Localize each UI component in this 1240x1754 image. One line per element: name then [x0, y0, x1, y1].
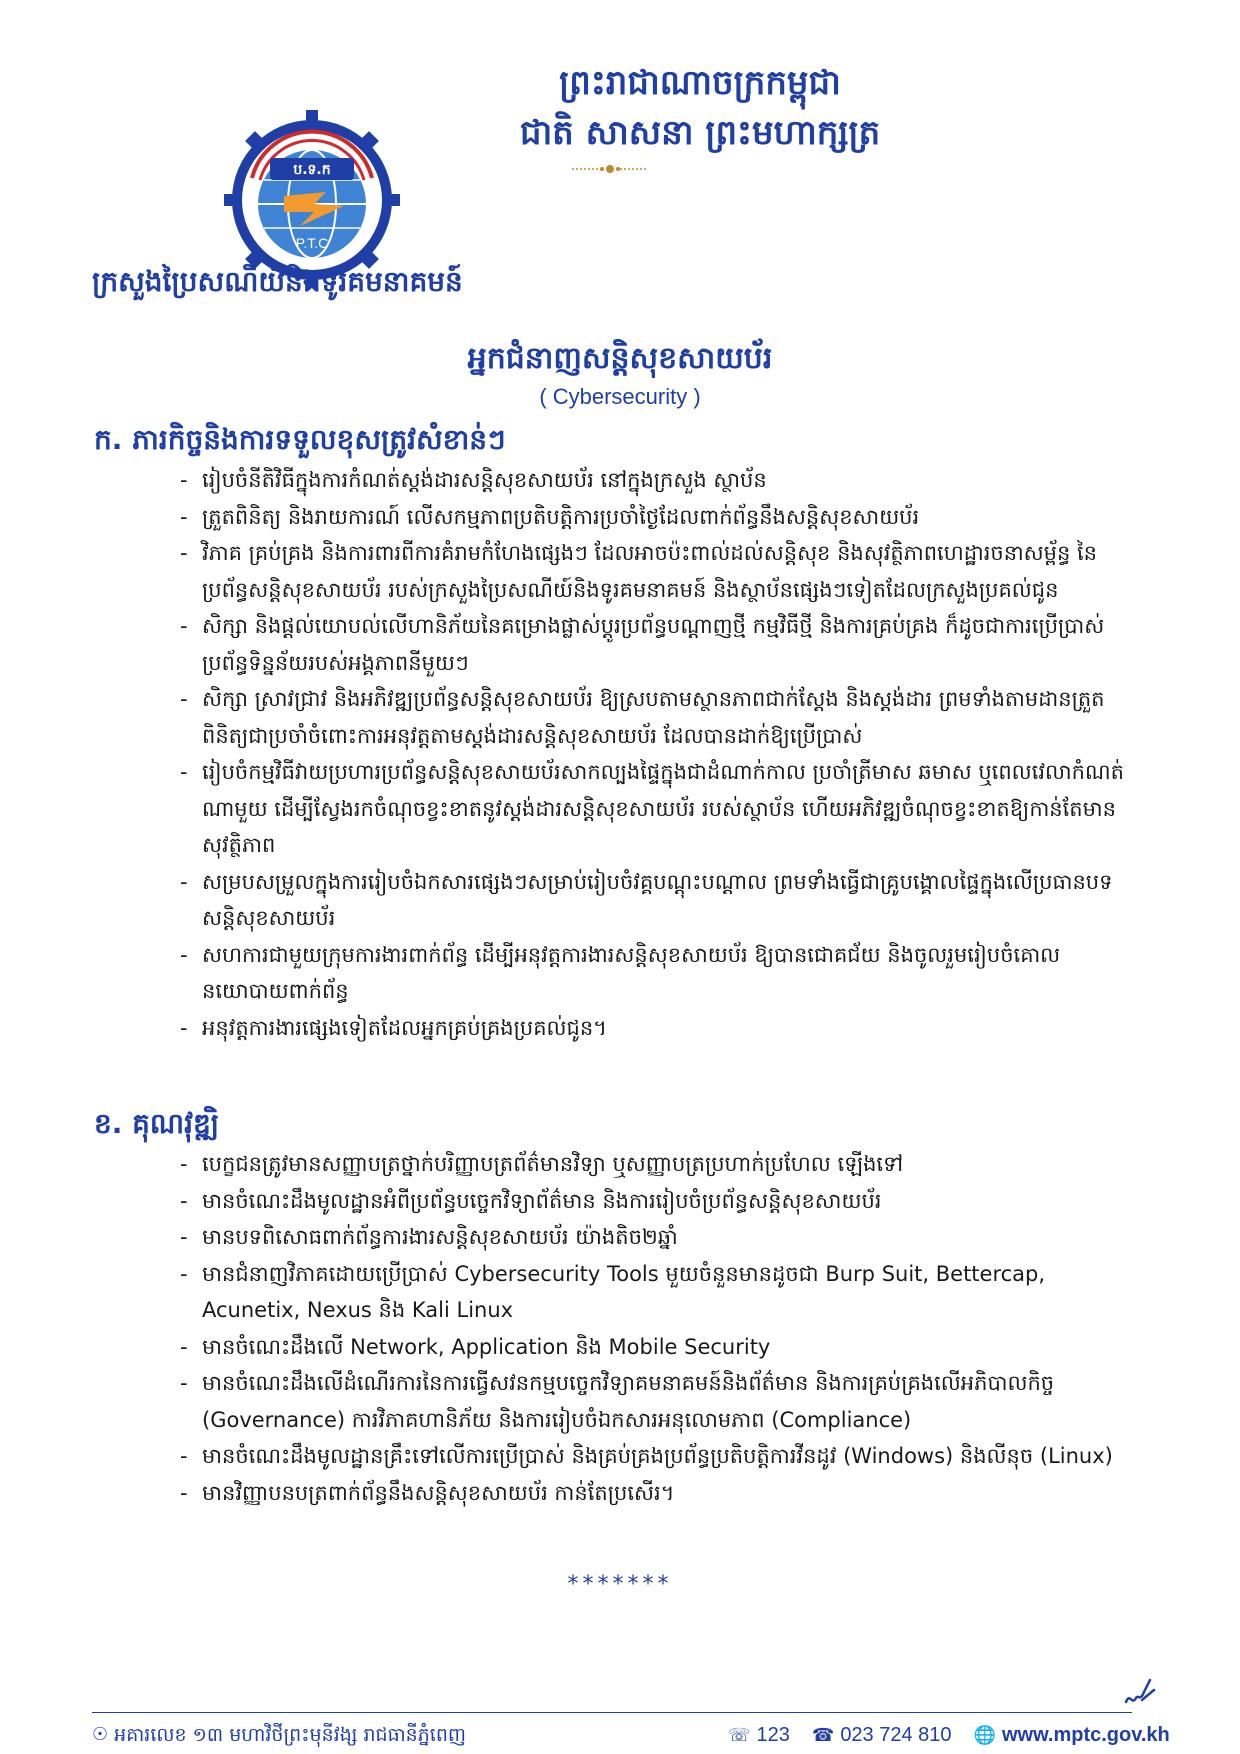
ministry-name: ក្រសួងប្រៃសណីយ៍និងទូរគមនាគមន៍ — [92, 265, 463, 298]
headset-icon: ☏ — [728, 1725, 751, 1745]
globe-icon: 🌐 — [973, 1725, 996, 1745]
ornament-divider — [570, 162, 650, 176]
list-item: - មានបទពិសោធពាក់ព័ន្ធការងារសន្តិសុខសាយប័រ យ៉ាងតិច២ឆ្នាំ — [180, 1219, 1140, 1256]
list-item: - មានជំនាញវិភាគដោយប្រើប្រាស់ Cybersecurity Tools មួយចំនួនមានដូចជា Burp Suit, Bettercap, Acunetix, Nexus និង Kali Linux — [180, 1256, 1140, 1329]
job-title: អ្នកជំនាញសន្តិសុខសាយប័រ — [467, 341, 773, 376]
website-link[interactable]: www.mptc.gov.kh — [1001, 1724, 1170, 1746]
kingdom-line-2: ជាតិ សាសនា ព្រះមហាក្សត្រ — [519, 113, 881, 153]
logo-bottom-text: P.T.C — [295, 235, 329, 251]
list-item: - សម្របសម្រួលក្នុងការរៀបចំឯកសារផ្សេងៗសម្រាប់រៀបចំវគ្គបណ្តុះបណ្តាល ព្រមទាំងធ្វើជាគ្រូបង្គោលផ្ទៃក្នុងលើប្រធានបទ សន្តិសុខសាយប័រ — [180, 864, 1140, 937]
list-item: - សហការជាមួយក្រុមការងារពាក់ព័ន្ធ ដើម្បីអនុវត្តការងារសន្តិសុខសាយប័រ ឱ្យបានជោគជ័យ និងចូលរួមរៀបចំគោលនយោបាយពាក់ព័ន្ធ — [180, 937, 1140, 1010]
list-item: - វិភាគ គ្រប់គ្រង និងការពារពីការគំរាមកំហែងផ្សេងៗ ដែលអាចប៉ះពាល់ដល់សន្តិសុខ និងសុវត្ថិភាពហេដ្ឋារចនាសម្ព័ន្ធ នៃប្រព័ន្ធសន្តិសុខសាយប័រ របស់ក្រសួងប្រៃសណីយ៍និងទូរគមនាគមន៍ និងស្ថាប័នផ្សេងៗទៀតដែលក្រសួងប្រគល់ជូន — [180, 535, 1140, 608]
section-heading-duties: ក. ភារកិច្ចនិងការទទួលខុសត្រូវសំខាន់ៗ — [94, 423, 506, 456]
list-item: - សិក្សា ស្រាវជ្រាវ និងអភិវឌ្ឍប្រព័ន្ធសន្តិសុខសាយប័រ ឱ្យស្របតាមស្ថានភាពជាក់ស្តែង និងស្តង់ដារ ព្រមទាំងតាមដានត្រួតពិនិត្យជាប្រចាំចំពោះការអនុវត្តតាមស្តង់ដារសន្តិសុខសាយប័រ ដែលបានដាក់ឱ្យប្រើប្រាស់ — [180, 681, 1140, 754]
footer-address — [92, 1720, 466, 1750]
address-text: អគារលេខ ១៣ មហាវិថីព្រះមុនីវង្ស រាជធានីភ្នំពេញ — [114, 1724, 466, 1746]
end-separator: ******* — [567, 1572, 673, 1597]
list-item: - មានចំណេះដឹងលើដំណើរការនៃការធ្វើសវនកម្មបច្ចេកវិទ្យាគមនាគមន៍និងព័ត៌មាន និងការគ្រប់គ្រងលើអភិបាលកិច្ច (Governance) ការវិភាគហានិភ័យ និងការរៀបចំឯកសារអនុលោមភាព (Compliance) — [180, 1365, 1140, 1438]
list-item: - រៀបចំកម្មវិធីវាយប្រហារប្រព័ន្ធសន្តិសុខសាយប័រសាកល្បងផ្ទៃក្នុងជាដំណាក់កាល ប្រចាំត្រីមាស ឆមាស ឬពេលវេលាកំណត់ណាមួយ ដើម្បីស្វែងរកចំណុចខ្វះខាតនូវស្តង់ដារសន្តិសុខសាយប័រ របស់ស្ថាប័ន ហើយអភិវឌ្ឍចំណុចខ្វះខាតឱ្យកាន់តែមានសុវត្ថិភាព — [180, 754, 1140, 864]
footer-divider — [92, 1712, 1132, 1713]
phone-text: 023 724 810 — [840, 1724, 952, 1746]
list-item: - អនុវត្តការងារផ្សេងទៀតដែលអ្នកគ្រប់គ្រងប្រគល់ជូន។ — [180, 1010, 1140, 1047]
section-heading-qualifications: ខ. គុណវុឌ្ឍិ — [94, 1107, 220, 1140]
list-item: - មានចំណេះដឹងមូលដ្ឋានអំពីប្រព័ន្ធបច្ចេកវិទ្យាព័ត៌មាន និងការរៀបចំប្រព័ន្ធសន្តិសុខសាយប័រ — [180, 1183, 1140, 1220]
footer-contacts — [728, 1720, 1170, 1750]
qualifications-list — [180, 1146, 1140, 1511]
list-item: - សិក្សា និងផ្តល់យោបល់លើហានិភ័យនៃគម្រោងផ្លាស់ប្តូរប្រព័ន្ធបណ្តាញថ្មី កម្មវិធីថ្មី និងការគ្រប់គ្រង ក៏ដូចជាការប្រើប្រាស់ប្រព័ន្ធទិន្នន័យរបស់អង្គភាពនីមួយៗ — [180, 608, 1140, 681]
kingdom-line-1: ព្រះរាជាណាចក្រកម្ពុជា — [559, 63, 841, 103]
list-item: - មានចំណេះដឹងលើ Network, Application និង Mobile Security — [180, 1329, 1140, 1366]
list-item: - មានវិញ្ញាបនបត្រពាក់ព័ន្ធនឹងសន្តិសុខសាយប័រ កាន់តែប្រសើរ។ — [180, 1475, 1140, 1512]
location-pin-icon: ☉ — [92, 1724, 109, 1745]
job-subtitle: ( Cybersecurity ) — [539, 384, 701, 409]
logo-top-text: ប.ទ.ក — [293, 162, 331, 178]
duties-list — [180, 462, 1140, 1046]
list-item: - រៀបចំនីតិវិធីក្នុងការកំណត់ស្តង់ដារសន្តិសុខសាយប័រ នៅក្នុងក្រសួង ស្ថាប័ន — [180, 462, 1140, 499]
kingdom-header — [390, 58, 1010, 158]
hotline-text: 123 — [756, 1724, 790, 1746]
ministry-logo — [222, 108, 402, 288]
list-item: - បេក្ខជនត្រូវមានសញ្ញាបត្រថ្នាក់បរិញ្ញាបត្រព័ត៌មានវិទ្យា ឬសញ្ញាបត្រប្រហាក់ប្រហែល ឡើងទៅ — [180, 1146, 1140, 1183]
initial-signature — [1120, 1672, 1160, 1712]
list-item: - ត្រួតពិនិត្យ និងរាយការណ៍ លើសកម្មភាពប្រតិបត្តិការប្រចាំថ្ងៃដែលពាក់ព័ន្ធនឹងសន្តិសុខសាយប័រ — [180, 499, 1140, 536]
phone-icon: ☎ — [811, 1725, 835, 1745]
list-item: - មានចំណេះដឹងមូលដ្ឋានគ្រឹះទៅលើការប្រើប្រាស់ និងគ្រប់គ្រងប្រព័ន្ធប្រតិបត្តិការវីនដូវ (Windows) និងលីនុច (Linux) — [180, 1438, 1140, 1475]
